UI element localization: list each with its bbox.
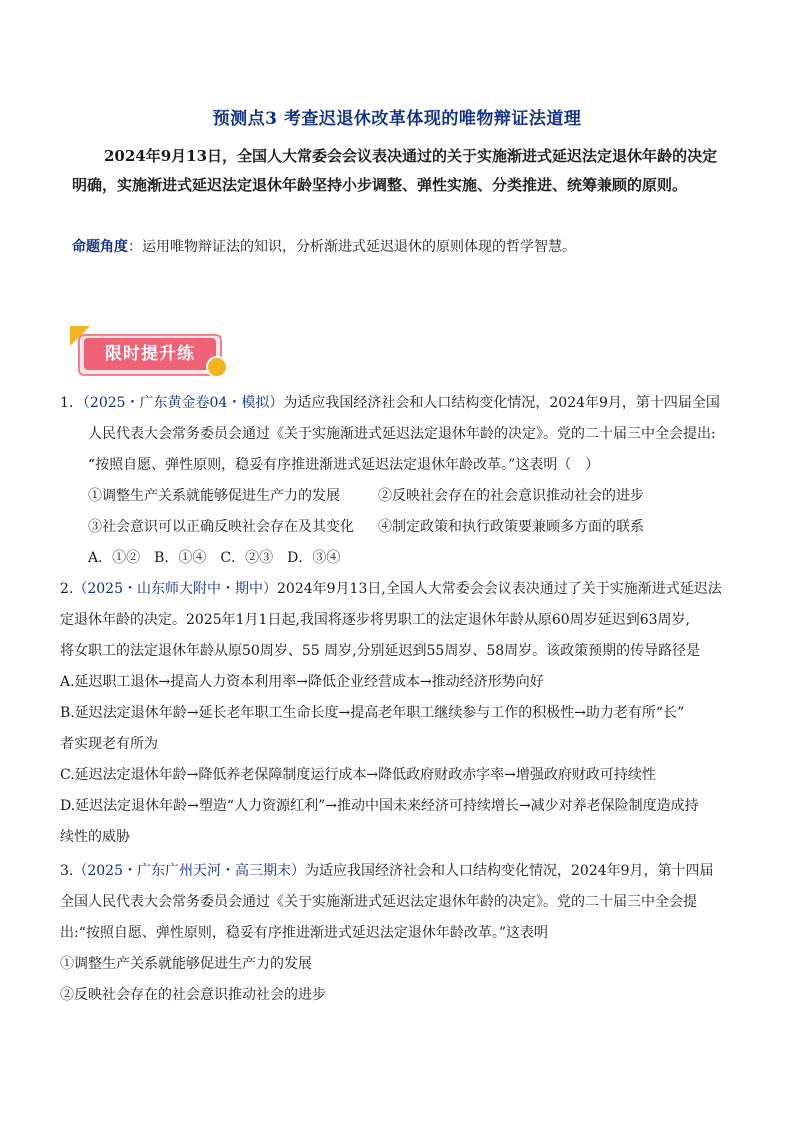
q1-options-row-1 [60,481,732,512]
q2-source: （2025・山东师大附中・期中） [73,581,277,597]
q1-stem-a: 为适应我国经济社会和人口结构变化情况，2024年9月，第十四届全国 [283,395,720,411]
q1-source: （2025・广东黄金卷04・模拟） [82,395,284,411]
q3-stem-a: 为适应我国经济社会和人口结构变化情况，2024年9月，第十四届 [305,863,714,879]
q2-option-b-line-2: 者实现老有所为 [60,736,158,752]
q3-line-1 [60,856,732,887]
q2-stem-a: 2024年9月13日,全国人大常委会会议表决通过了关于实施渐进式延迟法 [277,581,722,597]
q1-option-2: ②反映社会存在的社会意识推动社会的进步 [378,488,644,504]
q1-stem-c: “按照自愿、弹性原则，稳妥有序推进渐进式延迟法定退休年龄改革。”这表明（ ） [88,457,600,473]
q2-stem-b: 定退休年龄的决定。2025年1月1日起,我国将逐步将男职工的法定退休年龄从原60周岁延迟到63周岁, [60,612,690,628]
q3-stem-c: 出:“按照自愿、弹性原则，稳妥有序推进渐进式延迟法定退休年龄改革。”这表明 [60,925,549,941]
question-angle [72,236,722,258]
q1-option-4: ④制定政策和执行政策要兼顾多方面的联系 [378,519,644,535]
q2-option-d-line-2: 续性的威胁 [60,829,130,845]
section-title: 预测点3 考查迟退休改革体现的唯物辩证法道理 [212,109,582,129]
badge-coin-icon [206,356,228,378]
q2-stem-c: 将女职工的法定退休年龄从原50周岁、55 周岁,分别延迟到55周岁、58周岁。该政策预期的传导路径是 [60,643,701,659]
q3-option-1: ①调整生产关系就能够促进生产力的发展 [60,956,312,972]
angle-text: ：运用唯物辩证法的知识，分析渐进式延迟退休的原则体现的哲学智慧。 [128,239,576,255]
q3-stem-b: 全国人民代表大会常务委员会通过《关于实施渐进式延迟法定退休年龄的决定》。党的二十届三中全会提 [60,894,697,910]
q2-option-d-line-1: D.延迟法定退休年龄→塑造“人力资源红利”→推动中国未来经济可持续增长→减少对养老保险制度造成持 [60,798,699,814]
q2-option-a: A.延迟职工退休→提高人力资本利用率→降低企业经营成本→推动经济形势向好 [60,674,544,690]
q1-choices: A．①② B．①④ C．②③ D．③④ [88,550,341,566]
q1-option-1: ①调整生产关系就能够促进生产力的发展 [88,488,340,504]
q1-options-row-2 [60,512,732,543]
q2-option-c: C.延迟法定退休年龄→降低养老保障制度运行成本→降低政府财政赤字率→增强政府财政可持续性 [60,767,656,783]
q2-option-b-line-1: B.延迟法定退休年龄→延长老年职工生命长度→提高老年职工继续参与工作的积极性→助力老有所“长” [60,705,685,721]
q2-number: 2. [60,581,74,597]
angle-label: 命题角度 [72,239,128,255]
q3-number: 3. [60,863,74,879]
q1-option-3: ③社会意识可以正确反映社会存在及其变化 [88,519,354,535]
intro-paragraph: 2024年9月13日，全国人大常委会会议表决通过的关于实施渐进式延迟法定退休年龄的决定明确，实施渐进式延迟法定退休年龄坚持小步调整、弹性实施、分类推进、统筹兼顾的原则。 [72,147,718,194]
q1-stem-b: 人民代表大会常务委员会通过《关于实施渐进式延迟法定退休年龄的决定》。党的二十届三中全会提出: [88,426,716,442]
q2-line-1 [60,574,732,605]
question-1 [60,388,732,574]
question-3 [60,856,732,1011]
badge-label: 限时提升练 [105,344,195,364]
q3-option-2: ②反映社会存在的社会意识推动社会的进步 [60,987,326,1003]
q1-line-1 [60,388,732,419]
question-2 [60,574,732,853]
q3-source: （2025・广东广州天河・高三期末） [73,863,305,879]
q1-number: 1． [60,395,83,411]
practice-badge [70,326,230,380]
